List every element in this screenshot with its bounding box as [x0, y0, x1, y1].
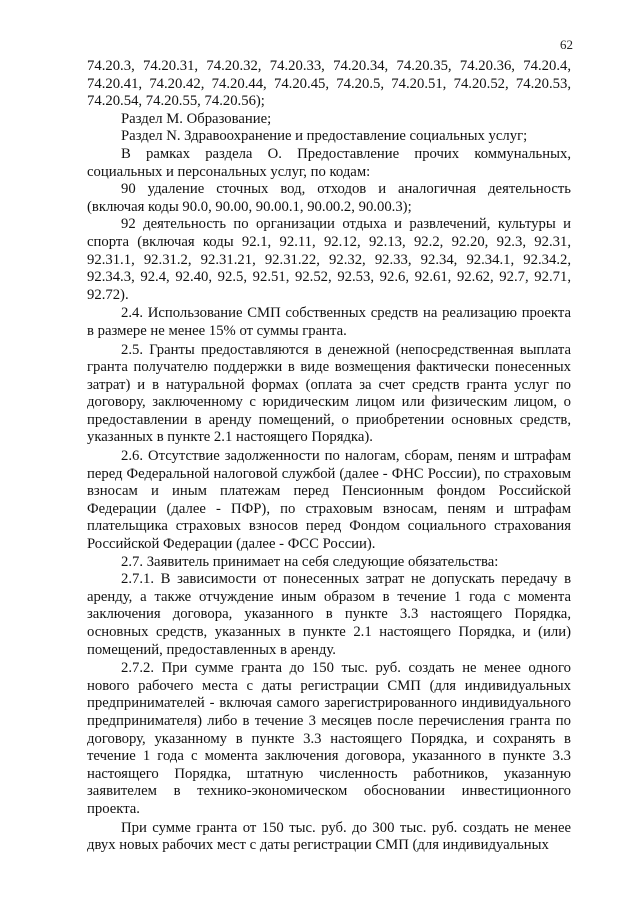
- paragraph-code-92: 92 деятельность по организации отдыха и развлечений, культуры и спорта (включая коды 92.1, 92.11, 92.12, 92.13, 92.2, 92.20, 92.3, 92.31, 92.31.1, 92.31.2, 92.31.21, 92.31.22, 92.32, 92.33, 92.34, 92.34.1, 92.34.2, 92.34.3, 92.4, 92.40, 92.5, 92.51, 92.52, 92.53, 92.6, 92.61, 92.62, 92.7, 92.71, 92.72).: [87, 216, 571, 303]
- paragraph-section-o: В рамках раздела О. Предоставление прочих коммунальных, социальных и персональных услуг, по кодам:: [87, 145, 571, 180]
- paragraph-section-m: Раздел М. Образование;: [121, 110, 272, 127]
- paragraph-codes-continued: 74.20.3, 74.20.31, 74.20.32, 74.20.33, 74.20.34, 74.20.35, 74.20.36, 74.20.4, 74.20.41, 74.20.42, 74.20.44, 74.20.45, 74.20.5, 74.20.51, 74.20.52, 74.20.53, 74.20.54, 74.20.55, 74.20.56);: [87, 58, 571, 110]
- paragraph-2-6: 2.6. Отсутствие задолженности по налогам, сборам, пеням и штрафам перед Федеральной налоговой службой (далее - ФНС России), по страховым взносам и иным платежам перед Пенсионным фондом Российской Федерации (далее - ПФР), по страховым взносам, пеням и штрафам плательщика страховых взносов перед Фондом социального страхования Российской Федерации (далее - ФСС России).: [87, 448, 571, 553]
- paragraph-section-n: Раздел N. Здравоохранение и предоставление социальных услуг;: [121, 128, 528, 145]
- paragraph-2-7-1: 2.7.1. В зависимости от понесенных затрат не допускать передачу в аренду, а также отчуждение иным образом в течение 1 года с момента заключения договора, указанного в пункте 3.3 настоящего Порядка, основных средств, указанных в пункте 2.1 настоящего Порядка, и (или) помещений, предоставленных в аренду.: [87, 571, 571, 658]
- paragraph-code-90: 90 удаление сточных вод, отходов и аналогичная деятельность (включая коды 90.0, 90.00, 90.00.1, 90.00.2, 90.00.3);: [87, 181, 571, 215]
- paragraph-2-7-2: 2.7.2. При сумме гранта до 150 тыс. руб. создать не менее одного нового рабочего места с даты регистрации СМП (для индивидуальных предпринимателей - включая самого зарегистрированного индивидуального предпринимателя) либо в течение 3 месяцев после перечисления гранта по договору, указанному в пункте 3.3 настоящего Порядка, и сохранять в течение 1 года с момента заключения договора, указанного в пункте 3.3 настоящего Порядка, штатную численность работников, указанную заявителем в технико-экономическом обосновании инвестиционного проекта.: [87, 660, 571, 817]
- paragraph-2-7: 2.7. Заявитель принимает на себя следующие обязательства:: [121, 553, 499, 570]
- paragraph-2-4: 2.4. Использование СМП собственных средств на реализацию проекта в размере не менее 15% от суммы гранта.: [87, 305, 571, 339]
- paragraph-2-5: 2.5. Гранты предоставляются в денежной (непосредственная выплата гранта получателю поддержки в виде возмещения фактически понесенных затрат) и в натуральной формах (оплата за счет средств гранта услуг по договору, заключенному с юридическим лицом или физическим лицом, о предоставлении в аренду помещений, о приобретении основных средств, указанных в пункте 2.1 настоящего Порядка).: [87, 341, 571, 446]
- page-body: [87, 58, 571, 855]
- paragraph-grant-150-300: При сумме гранта от 150 тыс. руб. до 300 тыс. руб. создать не менее двух новых рабочих мест с даты регистрации СМП (для индивидуальных: [87, 819, 571, 854]
- page-number: 62: [560, 37, 573, 52]
